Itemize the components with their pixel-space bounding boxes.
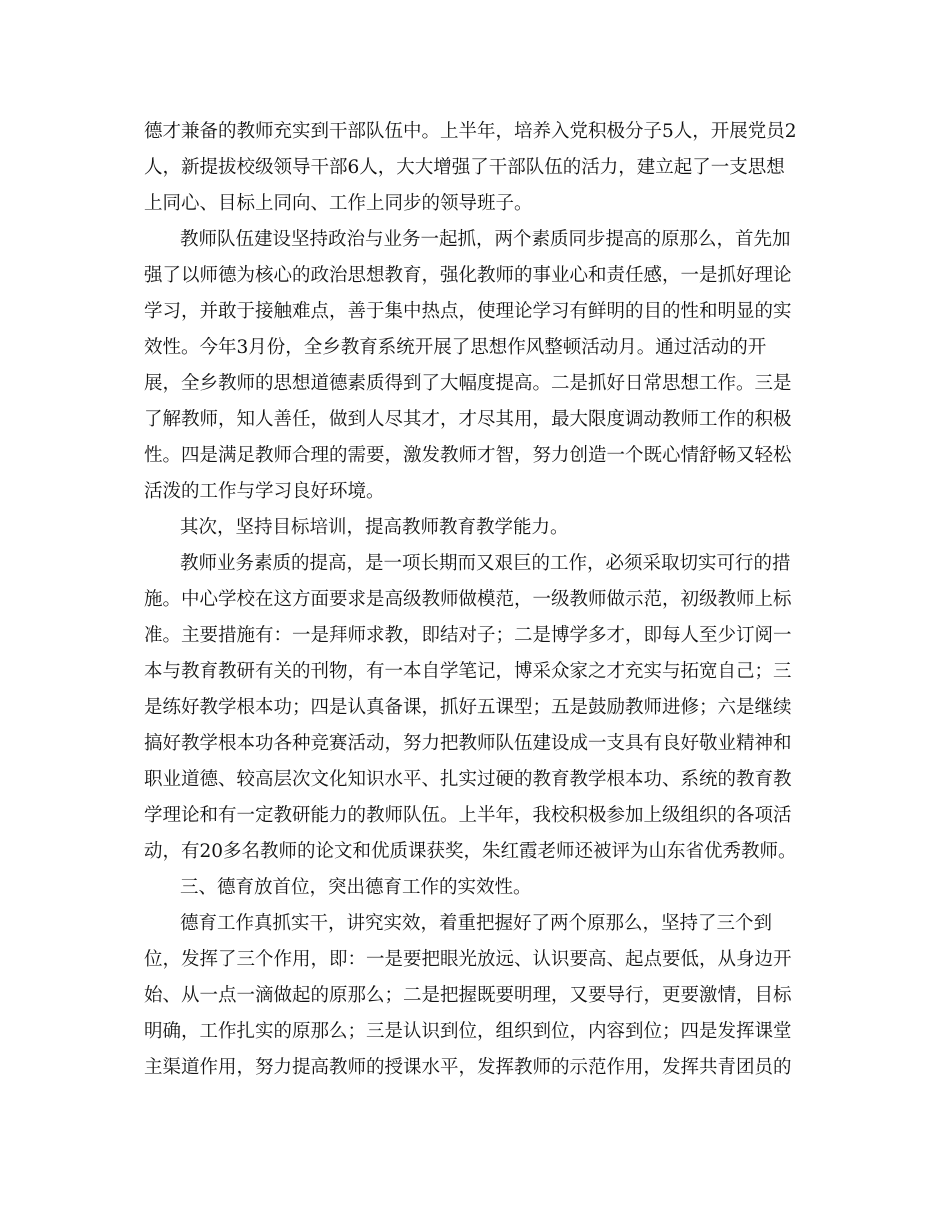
text-line-7: 效性。今年3月份，全乡教育系统开展了思想作风整顿活动月。通过活动的开 <box>144 337 767 358</box>
text-line-26: 明确，工作扎实的原那么；三是认识到位，组织到位，内容到位；四是发挥课堂 <box>144 1021 792 1042</box>
text-line-13: 教师业务素质的提高，是一项长期而又艰巨的工作，必须采取切实可行的措 <box>180 553 791 574</box>
text-line-16: 本与教育教研有关的刊物，有一本自学笔记，博采众家之才充实与拓宽自己；三 <box>144 661 792 682</box>
text-line-10: 性。四是满足教师合理的需要，激发教师才智，努力创造一个既心情舒畅又轻松 <box>144 445 792 466</box>
text-line-8: 展，全乡教师的思想道德素质得到了大幅度提高。二是抓好日常思想工作。三是 <box>144 373 792 394</box>
text-line-17: 是练好教学根本功；四是认真备课，抓好五课型；五是鼓励教师进修；六是继续 <box>144 697 792 718</box>
text-line-2: 人，新提拔校级领导干部6人，大大增强了干部队伍的活力，建立起了一支思想 <box>144 157 785 178</box>
text-line-11: 活泼的工作与学习良好环境。 <box>144 481 385 502</box>
text-line-15: 准。主要措施有：一是拜师求教，即结对子；二是博学多才，即每人至少订阅一 <box>144 625 792 646</box>
text-line-20: 学理论和有一定教研能力的教师队伍。上半年，我校积极参加上级组织的各项活 <box>144 805 792 826</box>
text-line-19: 职业道德、较高层次文化知识水平、扎实过硬的教育教学根本功、系统的教育教 <box>144 769 792 790</box>
text-line-25: 始、从一点一滴做起的原那么；二是把握既要明理，又要导行，更要激情，目标 <box>144 985 792 1006</box>
text-line-23: 德育工作真抓实干，讲究实效，着重把握好了两个原那么，坚持了三个到 <box>180 913 773 934</box>
text-line-9: 了解教师，知人善任，做到人尽其才，才尽其用，最大限度调动教师工作的积极 <box>144 409 792 430</box>
text-line-18: 搞好教学根本功各种竞赛活动，努力把教师队伍建设成一支具有良好敬业精神和 <box>144 733 792 754</box>
text-line-3: 上同心、目标上同向、工作上同步的领导班子。 <box>144 193 533 214</box>
text-line-14: 施。中心学校在这方面要求是高级教师做模范，一级教师做示范，初级教师上标 <box>144 589 792 610</box>
text-line-1: 德才兼备的教师充实到干部队伍中。上半年，培养入党积极分子5人，开展党员2 <box>144 121 797 142</box>
text-line-5: 强了以师德为核心的政治思想教育，强化教师的事业心和责任感，一是抓好理论 <box>144 265 792 286</box>
section-heading: 三、德育放首位，突出德育工作的实效性。 <box>180 877 532 898</box>
text-line-21: 动，有20多名教师的论文和优质课获奖，朱红霞老师还被评为山东省优秀教师。 <box>144 841 797 862</box>
text-line-27: 主渠道作用，努力提高教师的授课水平，发挥教师的示范作用，发挥共青团员的 <box>144 1057 792 1078</box>
text-line-6: 学习，并敢于接触难点，善于集中热点，使理论学习有鲜明的目的性和明显的实 <box>144 301 792 322</box>
text-line-4: 教师队伍建设坚持政治与业务一起抓，两个素质同步提高的原那么，首先加 <box>180 229 791 250</box>
text-line-24: 位，发挥了三个作用，即：一是要把眼光放远、认识要高、起点要低，从身边开 <box>144 949 792 970</box>
section-heading: 其次，坚持目标培训，提高教师教育教学能力。 <box>180 517 569 538</box>
